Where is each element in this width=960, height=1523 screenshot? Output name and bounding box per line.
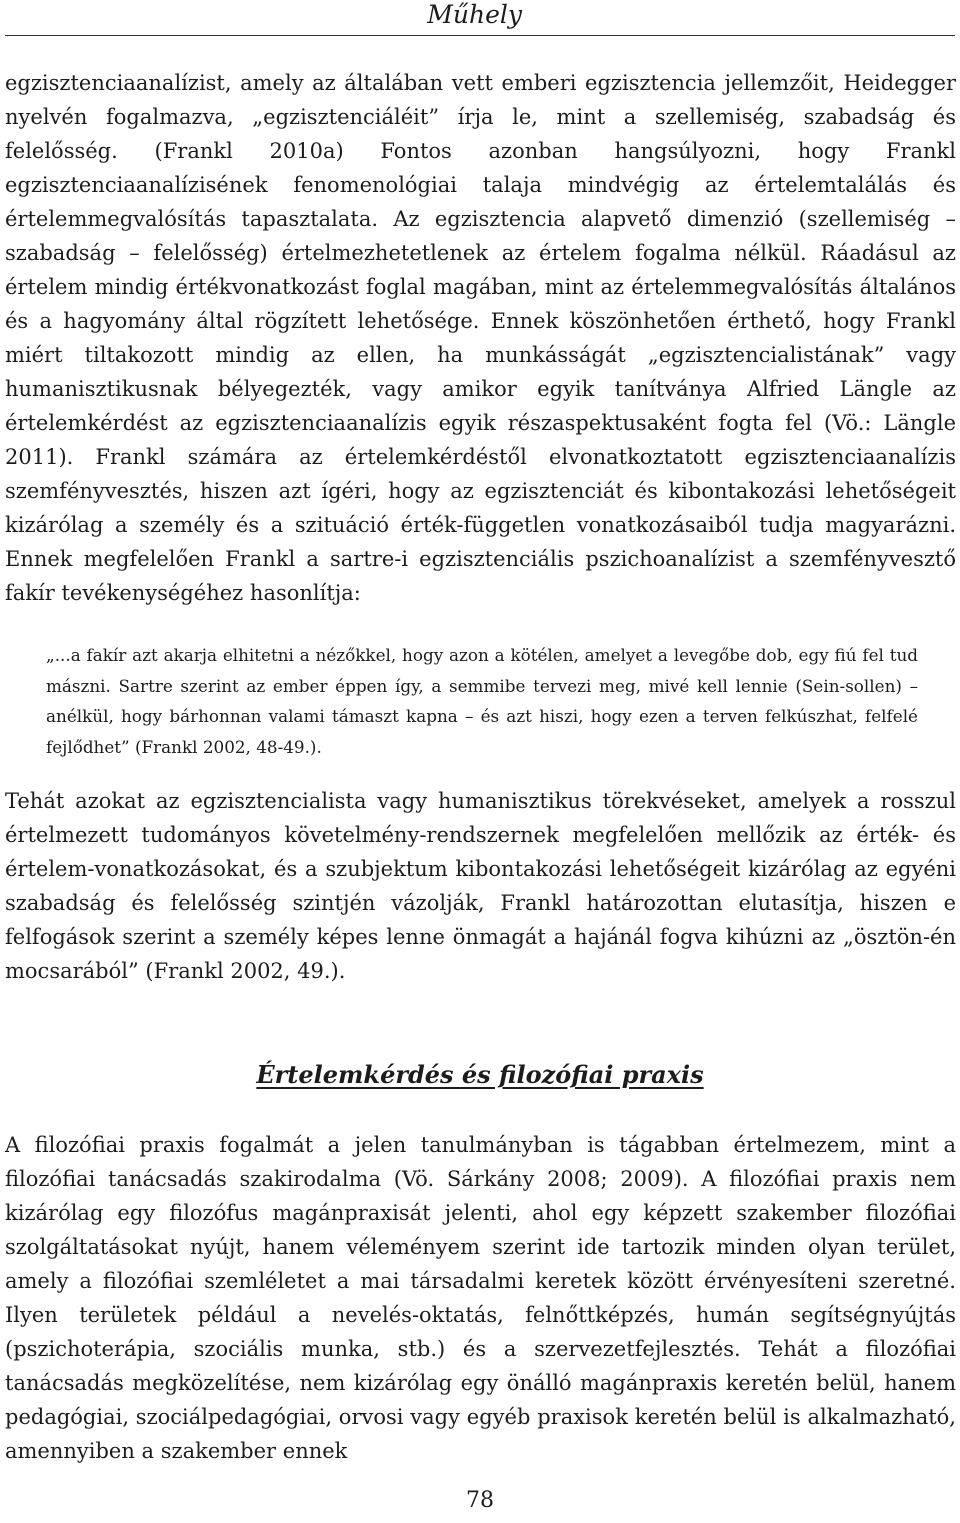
page-number: 78 — [466, 1488, 494, 1513]
block-quote: „...a fakír azt akarja elhitetni a nézőkkel, hogy azon a kötélen, amelyet a levegőbe dob, egy fiú fel tud mászni. Sartre szerint az ember éppen így, a semmibe tervezi meg, mivé kell lennie (Sein-sollen) – anélkül, hogy bárhonnan valami támaszt kapna – és azt hiszi, hogy ezen a terven felkúszhat, felfelé fejlődhet” (Frankl 2002, 48-49.). — [46, 645, 918, 757]
body-paragraph-3: A filozófiai praxis fogalmát a jelen tanulmányban is tágabban értelmezem, mint a filozófiai tanácsadás szakirodalma (Vö. Sárkány 2008; 2009). A filozófiai praxis nem kizárólag egy filozófus magánpraxisát jelenti, ahol egy képzett szakember filozófiai szolgáltatásokat nyújt, hanem véleményem szerint ide tartozik minden olyan terület, amely a filozófiai szemléletet a mai társadalmi keretek között érvényesíteni szeretné. Ilyen területek például a nevelés-oktatás, felnőttképzés, humán segítségnyújtás (pszichoterápia, szociális munka, stb.) és a szervezetfejlesztés. Tehát a filozófiai tanácsadás megközelítése, nem kizárólag egy önálló magánpraxis keretén belül, hanem pedagógiai, szociálpedagógiai, orvosi vagy egyéb praxisok keretén belül is alkalmazható, amennyiben a szakember ennek — [5, 1133, 956, 1463]
page-header — [0, 0, 960, 40]
section-heading-text: Értelemkérdés és filozófiai praxis — [256, 1060, 704, 1089]
body-paragraph-1: egzisztenciaanalízist, amely az általában vett emberi egzisztencia jellemzőit, Heidegger nyelvén fogalmazva, „egzisztenciáléit” írja le, mint a szellemiség, szabadság és felelősség. (Frankl 2010a) Fontos azonban hangsúlyozni, hogy Frankl egzisztenciaanalízisének fenomenológiai talaja mindvégig az értelemtalálás és értelemmegvalósítás tapasztalata. Az egzisztencia alapvető dimenzió (szellemiség – szabadság – felelősség) értelmezhetetlenek az értelem fogalma nélkül. Ráadásul az értelem mindig értékvonatkozást foglal magában, mint az értelemmegvalósítás általános és a hagyomány által rögzített lehetősége. Ennek köszönhetően érthető, hogy Frankl miért tiltakozott mindig az ellen, ha munkásságát „egzisztencialistának” vagy humanisztikusnak bélyegezték, vagy amikor egyik tanítványa Alfried Längle az értelemkérdést az egzisztenciaanalízis egyik részaspektusaként fogta fel (Vö.: Längle 2011). Frankl számára az értelemkérdéstől elvonatkoztatott egzisztenciaanalízis szemfényvesztés, hiszen azt ígéri, hogy az egzisztenciát és kibontakozási lehetőségeit kizárólag a személy és a szituáció érték-független vonatkozásaiból tudja magyarázni. Ennek megfelelően Frankl a sartre-i egzisztenciális pszichoanalízist a szemfényvesztő fakír tevékenységéhez hasonlítja: — [5, 71, 956, 605]
body-paragraph-2: Tehát azokat az egzisztencialista vagy humanisztikus törekvéseket, amelyek a rosszul értelmezett tudományos követelmény-rendszernek megfelelően mellőzik az érték- és értelem-vonatkozásokat, és a szubjektum kibontakozási lehetőségeit kizárólag az egyéni szabadság és felelősség szintjén vázolják, Frankl határozottan elutasítja, hiszen e felfogások szerint a személy képes lenne önmagát a hajánál fogva kihúzni az „ösztön-én mocsarából” (Frankl 2002, 49.). — [5, 789, 956, 983]
header-divider — [5, 35, 955, 36]
running-header-title: Műhely — [427, 0, 522, 29]
section-heading — [0, 1057, 960, 1093]
